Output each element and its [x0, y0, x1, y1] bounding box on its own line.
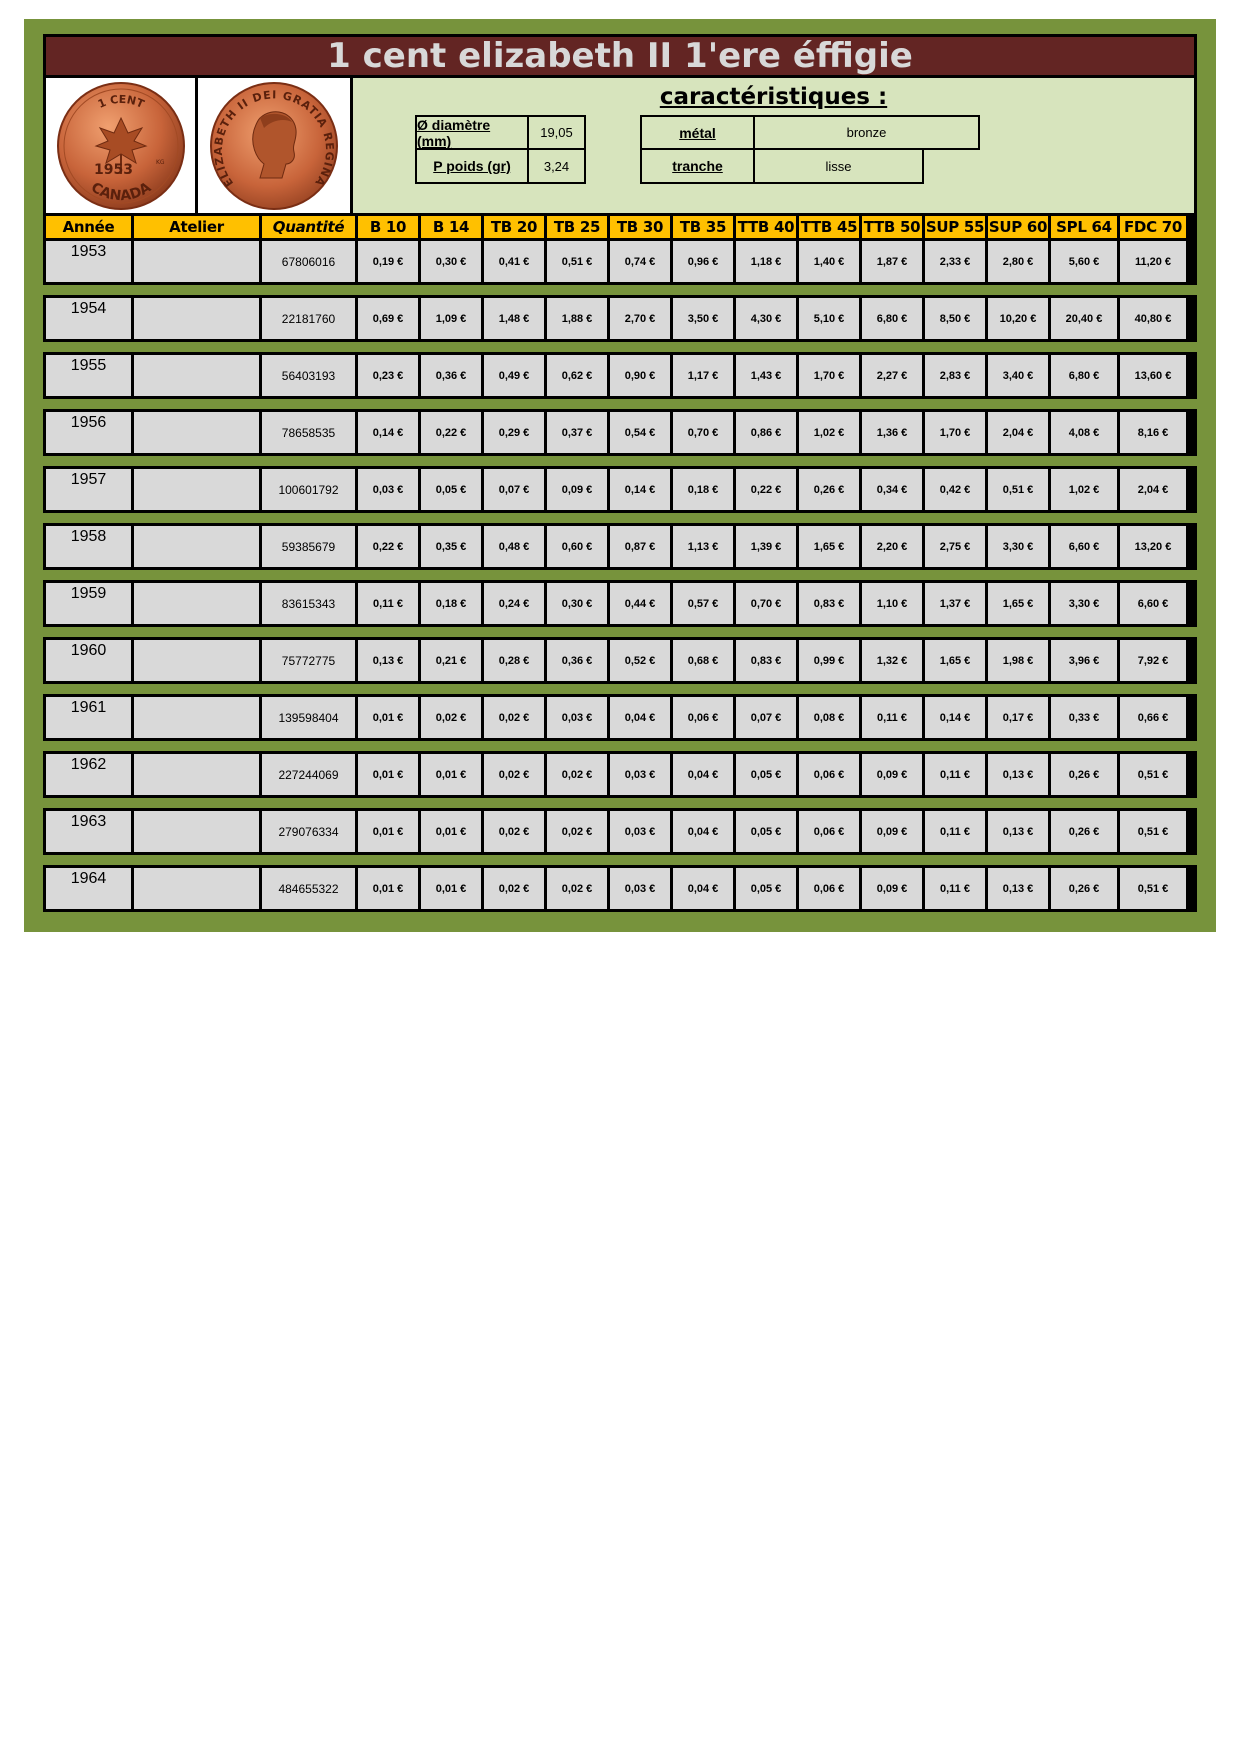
row-price: 0,83 € [736, 640, 796, 681]
row-price: 0,02 € [547, 811, 607, 852]
row-price: 0,05 € [736, 811, 796, 852]
row-price: 0,41 € [484, 241, 544, 282]
row-price: 0,06 € [799, 754, 859, 795]
coin-obverse-legend: ELIZABETH II DEI GRATIA REGINA [211, 88, 337, 190]
row-price: 0,02 € [547, 754, 607, 795]
row-price: 1,43 € [736, 355, 796, 396]
table-row [43, 523, 1197, 570]
row-price: 0,11 € [925, 868, 985, 909]
row-price: 5,60 € [1051, 241, 1117, 282]
header-grade: TTB 45 [800, 218, 858, 236]
table-row [43, 694, 1197, 741]
row-year: 1958 [46, 526, 131, 567]
row-price: 0,08 € [799, 697, 859, 738]
row-price: 0,14 € [610, 469, 670, 510]
row-year: 1953 [46, 241, 131, 282]
row-price: 0,24 € [484, 583, 544, 624]
row-price: 1,02 € [1051, 469, 1117, 510]
row-year: 1959 [46, 583, 131, 624]
row-price: 8,16 € [1120, 412, 1186, 453]
row-price: 2,27 € [862, 355, 922, 396]
row-price: 2,75 € [925, 526, 985, 567]
row-price: 0,35 € [421, 526, 481, 567]
row-price: 0,62 € [547, 355, 607, 396]
row-price: 40,80 € [1120, 298, 1186, 339]
row-mint [134, 241, 259, 282]
row-price: 0,99 € [799, 640, 859, 681]
row-price: 0,09 € [862, 868, 922, 909]
row-price: 0,68 € [673, 640, 733, 681]
page-title: 1 cent elizabeth II 1'ere éffigie [43, 34, 1197, 78]
table-row [43, 637, 1197, 684]
row-price: 0,11 € [925, 811, 985, 852]
row-price: 0,44 € [610, 583, 670, 624]
row-price: 0,01 € [421, 754, 481, 795]
coin-reverse-top-text: 1 CENT [95, 92, 147, 111]
row-price: 0,11 € [862, 697, 922, 738]
row-price: 0,52 € [610, 640, 670, 681]
row-year: 1962 [46, 754, 131, 795]
row-price: 1,70 € [799, 355, 859, 396]
header-grade: B 14 [421, 216, 481, 238]
row-price: 0,18 € [421, 583, 481, 624]
table-row [43, 295, 1197, 342]
row-price: 0,26 € [1051, 868, 1117, 909]
row-price: 0,01 € [358, 754, 418, 795]
row-price: 0,17 € [988, 697, 1048, 738]
row-price: 1,32 € [862, 640, 922, 681]
characteristics-heading: caractéristiques : [659, 84, 888, 110]
row-price: 0,51 € [1120, 754, 1186, 795]
row-mint [134, 868, 259, 909]
row-price: 0,51 € [1120, 868, 1186, 909]
header-grade: B 10 [358, 216, 418, 238]
row-quantity: 484655322 [262, 868, 355, 909]
table-body [43, 238, 1197, 912]
row-price: 0,02 € [421, 697, 481, 738]
header-grade: TB 20 [484, 216, 544, 238]
row-price: 0,87 € [610, 526, 670, 567]
row-price: 0,60 € [547, 526, 607, 567]
row-price: 0,21 € [421, 640, 481, 681]
row-price: 0,13 € [988, 754, 1048, 795]
row-price: 1,13 € [673, 526, 733, 567]
coin-reverse-image [46, 78, 198, 213]
row-price: 0,83 € [799, 583, 859, 624]
row-quantity: 139598404 [262, 697, 355, 738]
row-price: 7,92 € [1120, 640, 1186, 681]
row-price: 0,02 € [484, 868, 544, 909]
row-price: 2,70 € [610, 298, 670, 339]
row-price: 6,60 € [1051, 526, 1117, 567]
row-price: 0,36 € [547, 640, 607, 681]
row-price: 0,34 € [862, 469, 922, 510]
row-price: 11,20 € [1120, 241, 1186, 282]
row-price: 0,26 € [1051, 811, 1117, 852]
row-price: 0,13 € [988, 868, 1048, 909]
row-price: 1,40 € [799, 241, 859, 282]
row-price: 0,14 € [925, 697, 985, 738]
row-mint [134, 355, 259, 396]
coin-obverse-image [198, 78, 353, 213]
row-price: 2,80 € [988, 241, 1048, 282]
row-price: 3,30 € [988, 526, 1048, 567]
row-price: 0,04 € [610, 697, 670, 738]
row-price: 20,40 € [1051, 298, 1117, 339]
row-price: 0,42 € [925, 469, 985, 510]
row-price: 0,09 € [862, 811, 922, 852]
row-price: 0,05 € [421, 469, 481, 510]
table-row [43, 409, 1197, 456]
row-quantity: 279076334 [262, 811, 355, 852]
row-price: 0,26 € [799, 469, 859, 510]
row-mint [134, 697, 259, 738]
row-price: 3,30 € [1051, 583, 1117, 624]
row-price: 0,01 € [358, 868, 418, 909]
row-price: 13,60 € [1120, 355, 1186, 396]
row-price: 0,36 € [421, 355, 481, 396]
row-price: 1,48 € [484, 298, 544, 339]
row-price: 5,10 € [799, 298, 859, 339]
row-price: 0,04 € [673, 811, 733, 852]
row-mint [134, 640, 259, 681]
metal-label: métal [640, 115, 755, 150]
row-mint [134, 583, 259, 624]
row-price: 3,96 € [1051, 640, 1117, 681]
row-price: 0,69 € [358, 298, 418, 339]
row-price: 0,02 € [547, 868, 607, 909]
edge-label: tranche [640, 148, 755, 184]
row-price: 2,83 € [925, 355, 985, 396]
row-price: 0,70 € [736, 583, 796, 624]
row-price: 0,86 € [736, 412, 796, 453]
row-price: 2,04 € [1120, 469, 1186, 510]
row-price: 0,22 € [421, 412, 481, 453]
row-price: 0,57 € [673, 583, 733, 624]
header-grade: TB 30 [610, 216, 670, 238]
row-mint [134, 298, 259, 339]
row-price: 0,22 € [736, 469, 796, 510]
header-grade: TTB 50 [863, 218, 921, 236]
row-price: 0,11 € [358, 583, 418, 624]
row-price: 0,03 € [358, 469, 418, 510]
header-grade: SUP 55 [925, 218, 985, 236]
table-row [43, 466, 1197, 513]
row-price: 0,02 € [484, 811, 544, 852]
row-mint [134, 412, 259, 453]
row-price: 1,02 € [799, 412, 859, 453]
row-quantity: 56403193 [262, 355, 355, 396]
row-price: 1,39 € [736, 526, 796, 567]
row-price: 6,80 € [1051, 355, 1117, 396]
row-year: 1960 [46, 640, 131, 681]
row-price: 6,80 € [862, 298, 922, 339]
row-price: 1,37 € [925, 583, 985, 624]
row-price: 1,65 € [925, 640, 985, 681]
row-price: 0,66 € [1120, 697, 1186, 738]
row-quantity: 83615343 [262, 583, 355, 624]
row-price: 0,02 € [484, 754, 544, 795]
edge-value: lisse [753, 148, 924, 184]
diameter-value: 19,05 [527, 115, 586, 150]
row-price: 6,60 € [1120, 583, 1186, 624]
row-mint [134, 469, 259, 510]
row-price: 0,04 € [673, 868, 733, 909]
row-price: 0,07 € [484, 469, 544, 510]
row-price: 1,70 € [925, 412, 985, 453]
coin-reverse-initials: KG [156, 159, 165, 166]
row-price: 0,09 € [547, 469, 607, 510]
coin-sheet [43, 34, 1197, 912]
row-price: 0,51 € [1120, 811, 1186, 852]
header-grade: TTB 40 [737, 218, 795, 236]
coin-reverse-year: 1953 [94, 162, 133, 178]
row-price: 1,88 € [547, 298, 607, 339]
row-quantity: 22181760 [262, 298, 355, 339]
table-header [43, 216, 1197, 238]
row-quantity: 100601792 [262, 469, 355, 510]
header-grade: SUP 60 [988, 218, 1048, 236]
row-quantity: 67806016 [262, 241, 355, 282]
row-year: 1954 [46, 298, 131, 339]
row-price: 1,36 € [862, 412, 922, 453]
row-price: 0,96 € [673, 241, 733, 282]
row-price: 0,26 € [1051, 754, 1117, 795]
row-price: 0,06 € [673, 697, 733, 738]
row-price: 0,03 € [610, 868, 670, 909]
page-frame [24, 19, 1216, 932]
table-row [43, 352, 1197, 399]
row-year: 1963 [46, 811, 131, 852]
row-price: 0,30 € [421, 241, 481, 282]
table-row [43, 865, 1197, 912]
row-price: 0,01 € [358, 697, 418, 738]
row-price: 0,22 € [358, 526, 418, 567]
row-price: 0,06 € [799, 811, 859, 852]
row-price: 0,03 € [547, 697, 607, 738]
row-mint [134, 526, 259, 567]
row-price: 1,65 € [799, 526, 859, 567]
header-quantity: Quantité [262, 216, 355, 238]
row-price: 0,51 € [547, 241, 607, 282]
header-grade: TB 35 [673, 216, 733, 238]
row-year: 1956 [46, 412, 131, 453]
row-price: 0,02 € [484, 697, 544, 738]
row-price: 2,04 € [988, 412, 1048, 453]
row-price: 4,08 € [1051, 412, 1117, 453]
row-price: 1,09 € [421, 298, 481, 339]
row-price: 1,18 € [736, 241, 796, 282]
row-price: 0,37 € [547, 412, 607, 453]
row-price: 3,50 € [673, 298, 733, 339]
row-price: 0,01 € [421, 868, 481, 909]
row-price: 0,07 € [736, 697, 796, 738]
weight-label: P poids (gr) [415, 148, 529, 184]
table-row [43, 751, 1197, 798]
row-price: 0,03 € [610, 811, 670, 852]
row-price: 8,50 € [925, 298, 985, 339]
row-year: 1961 [46, 697, 131, 738]
info-panel [43, 78, 1197, 216]
row-price: 1,17 € [673, 355, 733, 396]
row-price: 0,51 € [988, 469, 1048, 510]
row-price: 0,06 € [799, 868, 859, 909]
row-price: 0,30 € [547, 583, 607, 624]
table-row [43, 808, 1197, 855]
row-price: 0,04 € [673, 754, 733, 795]
header-grade: FDC 70 [1120, 216, 1186, 238]
header-year: Année [46, 216, 131, 238]
header-grade: TB 25 [547, 216, 607, 238]
row-price: 0,05 € [736, 754, 796, 795]
row-year: 1955 [46, 355, 131, 396]
row-mint [134, 754, 259, 795]
coin-reverse-bottom-text: CANADA [87, 179, 155, 205]
row-price: 0,70 € [673, 412, 733, 453]
row-mint [134, 811, 259, 852]
row-price: 0,13 € [358, 640, 418, 681]
row-price: 0,01 € [421, 811, 481, 852]
row-quantity: 59385679 [262, 526, 355, 567]
header-mint: Atelier [134, 216, 259, 238]
row-price: 0,23 € [358, 355, 418, 396]
row-year: 1964 [46, 868, 131, 909]
row-price: 0,19 € [358, 241, 418, 282]
row-price: 0,09 € [862, 754, 922, 795]
row-price: 0,29 € [484, 412, 544, 453]
row-price: 2,33 € [925, 241, 985, 282]
row-quantity: 227244069 [262, 754, 355, 795]
row-price: 0,18 € [673, 469, 733, 510]
row-price: 0,01 € [358, 811, 418, 852]
row-price: 0,05 € [736, 868, 796, 909]
row-year: 1957 [46, 469, 131, 510]
row-price: 1,98 € [988, 640, 1048, 681]
row-price: 2,20 € [862, 526, 922, 567]
diameter-label: Ø diamètre (mm) [415, 115, 529, 150]
table-row [43, 238, 1197, 285]
row-price: 3,40 € [988, 355, 1048, 396]
row-quantity: 75772775 [262, 640, 355, 681]
row-price: 1,65 € [988, 583, 1048, 624]
row-price: 0,03 € [610, 754, 670, 795]
row-price: 0,74 € [610, 241, 670, 282]
row-price: 4,30 € [736, 298, 796, 339]
row-price: 1,10 € [862, 583, 922, 624]
row-price: 0,13 € [988, 811, 1048, 852]
row-price: 0,33 € [1051, 697, 1117, 738]
row-price: 0,90 € [610, 355, 670, 396]
row-price: 10,20 € [988, 298, 1048, 339]
row-price: 0,48 € [484, 526, 544, 567]
row-price: 0,54 € [610, 412, 670, 453]
row-price: 0,11 € [925, 754, 985, 795]
header-grade: SPL 64 [1051, 216, 1117, 238]
metal-value: bronze [753, 115, 980, 150]
row-price: 0,14 € [358, 412, 418, 453]
row-price: 0,28 € [484, 640, 544, 681]
row-price: 0,49 € [484, 355, 544, 396]
row-quantity: 78658535 [262, 412, 355, 453]
row-price: 13,20 € [1120, 526, 1186, 567]
row-price: 1,87 € [862, 241, 922, 282]
weight-value: 3,24 [527, 148, 586, 184]
table-row [43, 580, 1197, 627]
